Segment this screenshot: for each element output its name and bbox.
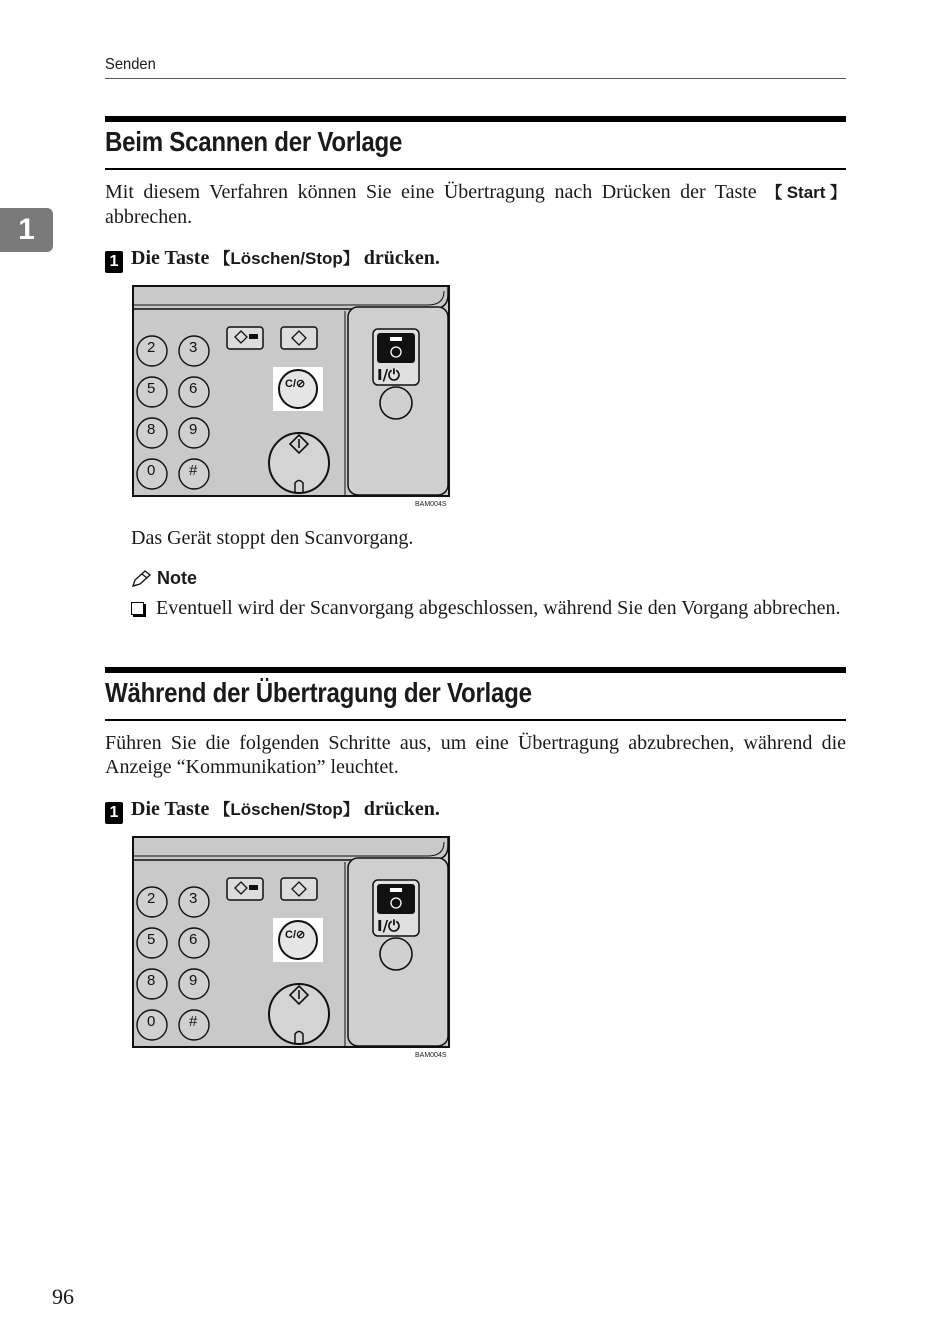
section-top-rule <box>105 667 846 673</box>
keypad-key-2: 2 <box>147 339 156 356</box>
main-power-button-icon <box>380 387 412 419</box>
key-bracket-open: 【 <box>214 249 231 268</box>
intro-text-after: abbrechen. <box>105 206 193 228</box>
keypad-key-hash: # <box>189 462 198 479</box>
step-number: 1 <box>105 802 123 824</box>
keypad-key-9: 9 <box>189 421 198 438</box>
section-intro <box>105 180 846 229</box>
note-text: Eventuell wird der Scanvorgang abgeschlossen, während Sie den Vorgang abbrechen. <box>156 597 841 619</box>
keypad-key-5: 5 <box>147 380 156 397</box>
page-number: 96 <box>52 1284 74 1309</box>
checkbox-bullet-icon <box>131 602 144 615</box>
step-prefix: Die Taste <box>131 247 215 269</box>
note-item <box>131 596 846 620</box>
keypad-key-5: 5 <box>147 931 156 948</box>
power-label: I/⏻ <box>377 917 400 935</box>
keypad-key-3: 3 <box>189 339 198 356</box>
control-panel-figure <box>132 285 450 508</box>
keypad-key-8: 8 <box>147 972 156 989</box>
note-heading <box>131 568 197 589</box>
note-label: Note <box>157 568 197 588</box>
intro-text-before: Mit diesem Verfahren können Sie eine Übertragung nach Drücken der Taste <box>105 181 767 203</box>
key-start: Start <box>786 183 826 202</box>
section-title-rule <box>105 168 846 170</box>
control-panel-illustration <box>132 836 450 1048</box>
figure-code: BAM004S <box>415 501 447 508</box>
key-bracket-open: 【 <box>214 800 231 819</box>
section-title: Während der Übertragung der Vorlage <box>105 677 532 708</box>
step-prefix: Die Taste <box>131 798 215 820</box>
clear-stop-label: C/⊘ <box>285 378 306 390</box>
running-head: Senden <box>105 56 156 73</box>
main-power-button-icon <box>380 938 412 970</box>
control-panel-figure <box>132 836 450 1059</box>
power-label: I/⏻ <box>377 366 400 384</box>
keypad-key-0: 0 <box>147 1013 156 1030</box>
keypad-key-3: 3 <box>189 890 198 907</box>
step-result: Das Gerät stoppt den Scanvorgang. <box>131 527 414 549</box>
key-bracket-close: 】 <box>825 183 846 202</box>
pencil-icon <box>131 570 151 588</box>
control-panel-illustration <box>132 285 450 497</box>
key-bracket-open: 【 <box>766 183 787 202</box>
step-instruction <box>105 797 440 824</box>
header-rule <box>105 78 846 79</box>
key-clear-stop: Löschen/Stop <box>230 249 343 268</box>
clear-stop-label: C/⊘ <box>285 929 306 941</box>
step-suffix: drücken. <box>358 798 440 820</box>
keypad-key-8: 8 <box>147 421 156 438</box>
keypad-key-6: 6 <box>189 380 198 397</box>
keypad-key-6: 6 <box>189 931 198 948</box>
section-title: Beim Scannen der Vorlage <box>105 126 403 157</box>
keypad-key-2: 2 <box>147 890 156 907</box>
step-suffix: drücken. <box>358 247 440 269</box>
section-top-rule <box>105 116 846 122</box>
section-intro: Führen Sie die folgenden Schritte aus, um eine Übertragung abzubrechen, während die Anzeige “Kommunikation” leuchtet. <box>105 732 846 778</box>
step-instruction <box>105 246 440 273</box>
chapter-tab: 1 <box>0 208 53 252</box>
figure-code: BAM004S <box>415 1052 447 1059</box>
section-title-rule <box>105 719 846 721</box>
keypad-key-9: 9 <box>189 972 198 989</box>
keypad-key-0: 0 <box>147 462 156 479</box>
step-number: 1 <box>105 251 123 273</box>
key-clear-stop: Löschen/Stop <box>230 800 343 819</box>
key-bracket-close: 】 <box>342 249 359 268</box>
keypad-key-hash: # <box>189 1013 198 1030</box>
key-bracket-close: 】 <box>342 800 359 819</box>
